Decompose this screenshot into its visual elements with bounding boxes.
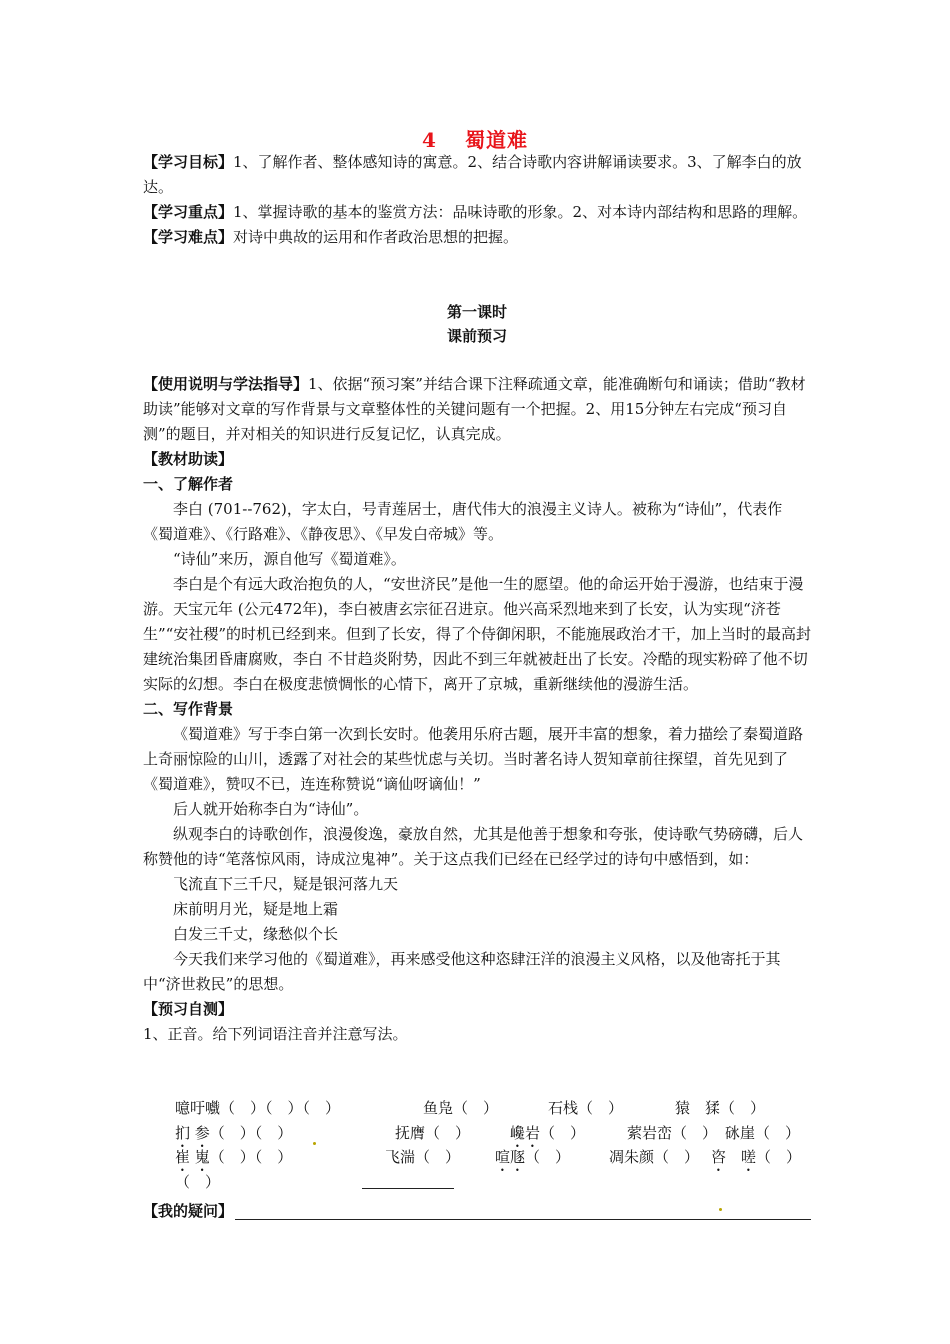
divider	[362, 1188, 454, 1189]
vocab-item: 喧豗（ ）	[495, 1148, 571, 1166]
part2-para: 后人就开始称李白为“诗仙”。	[173, 800, 369, 818]
selftest-label: 【预习自测】	[143, 1000, 234, 1018]
vocab-item: 崔 嵬（ ）（ ）	[175, 1148, 293, 1166]
aid-label: 【教材助读】	[143, 450, 234, 468]
vocab-item: 咨 嗟（ ）	[711, 1148, 802, 1166]
ink-speck	[313, 1142, 316, 1145]
title-number: 4	[422, 128, 437, 152]
part1-heading: 一、了解作者	[143, 475, 234, 493]
vocab-item: 飞湍（ ）	[385, 1148, 461, 1166]
vocab-item: 噫吁嚱（ ）（ ）（ ）	[175, 1099, 341, 1117]
answer-line[interactable]	[235, 1219, 811, 1220]
ink-speck	[719, 1208, 722, 1211]
lesson-section: 课前预习	[446, 327, 507, 345]
my-question-line	[143, 1200, 811, 1221]
vocab-item: 凋朱颜（ ）	[609, 1148, 700, 1166]
vocab-item: 扪 参（ ）（ ）	[175, 1124, 293, 1142]
part2-heading: 二、写作背景	[143, 700, 234, 718]
vocab-item: （ ）	[175, 1173, 221, 1191]
guide-paragraph: 【使用说明与学法指导】1、依据“预习案”并结合课下注释疏通文章，能准确断句和诵读；借助“教材助读”能够对文章的写作背景与文章整体性的关键问题有一个把握。2、用15分钟左右完成“预习自测”的题目，并对相关的知识进行反复记忆，认真完成。	[143, 375, 806, 443]
part2-para: 《蜀道难》写于李白第一次到长安时。他袭用乐府古题，展开丰富的想象，着力描绘了秦蜀道路上奇丽惊险的山川，透露了对社会的某些忧虑与关切。当时著名诗人贺知章前往探望，首先见到了《蜀道难》，赞叹不已，连连称赞说“谪仙呀谪仙！”	[143, 725, 804, 793]
vocab-item: 石栈（ ）	[548, 1099, 624, 1117]
verse-line: 床前明月光，疑是地上霜	[173, 900, 339, 918]
guide-block	[143, 372, 811, 1047]
verse-line: 白发三千丈，缘愁似个长	[173, 925, 339, 943]
vocab-item: 巉岩（ ）	[510, 1124, 586, 1142]
my-question-label: 【我的疑问】	[143, 1202, 234, 1220]
vocab-item: 鱼凫（ ）	[423, 1099, 499, 1117]
part1-para: “诗仙”来历，源自他写《蜀道难》。	[173, 550, 406, 568]
part2-para: 纵观李白的诗歌创作，浪漫俊逸，豪放自然，尤其是他善于想象和夸张，使诗歌气势磅礴，后人称赞他的诗“笔落惊风雨，诗成泣鬼神”。关于这点我们已经在已经学过的诗句中感悟到，如：	[143, 825, 804, 868]
part1-para: 李白 (701--762)，字太白，号青莲居士，唐代伟大的浪漫主义诗人。被称为“诗仙”，代表作《蜀道难》、《行路难》、《静夜思》、《早发白帝城》等。	[143, 500, 783, 543]
page-title	[0, 124, 950, 153]
vocab-item: 砯崖（ ）	[725, 1124, 801, 1142]
verse-line: 飞流直下三千尺，疑是银河落九天	[173, 875, 399, 893]
objective-focus: 【学习重点】1、掌握诗歌的基本的鉴赏方法：品味诗歌的形象。2、对本诗内部结构和思路的理解。	[143, 203, 808, 221]
vocab-item: 猿 猱（ ）	[675, 1099, 766, 1117]
objectives-block	[143, 150, 811, 250]
selftest-q1: 1、正音。给下列词语注音并注意写法。	[143, 1025, 408, 1043]
lesson-period: 第一课时	[446, 303, 507, 321]
objective-difficulty: 【学习难点】对诗中典故的运用和作者政治思想的把握。	[143, 228, 519, 246]
part1-para: 李白是个有远大政治抱负的人，“安世济民”是他一生的愿望。他的命运开始于漫游，也结束于漫游。天宝元年 (公元472年)，李白被唐玄宗征召进京。他兴高采烈地来到了长安，认为实现“济苍生”“安社稷”的时机已经到来。但到了长安，得了个侍御闲职，不能施展政治才干，加上当时的最高封建统治集团昏庸腐败，李白 不甘趋炎附势，因此不到三年就被赶出了长安。冷酷的现实粉碎了他不切实际的幻想。李白在极度悲愤惆怅的心情下，离开了京城，重新继续他的漫游生活。	[143, 575, 812, 693]
vocab-item: 抚膺（ ）	[395, 1124, 471, 1142]
objective-goal: 【学习目标】1、了解作者、整体感知诗的寓意。2、结合诗歌内容讲解诵读要求。3、了解李白的放达。	[143, 153, 802, 196]
part2-closing: 今天我们来学习他的《蜀道难》，再来感受他这种恣肆汪洋的浪漫主义风格，以及他寄托于其中“济世救民”的思想。	[143, 950, 781, 993]
vocab-item: 萦岩峦（ ）	[627, 1124, 718, 1142]
title-text: 蜀道难	[464, 128, 528, 152]
